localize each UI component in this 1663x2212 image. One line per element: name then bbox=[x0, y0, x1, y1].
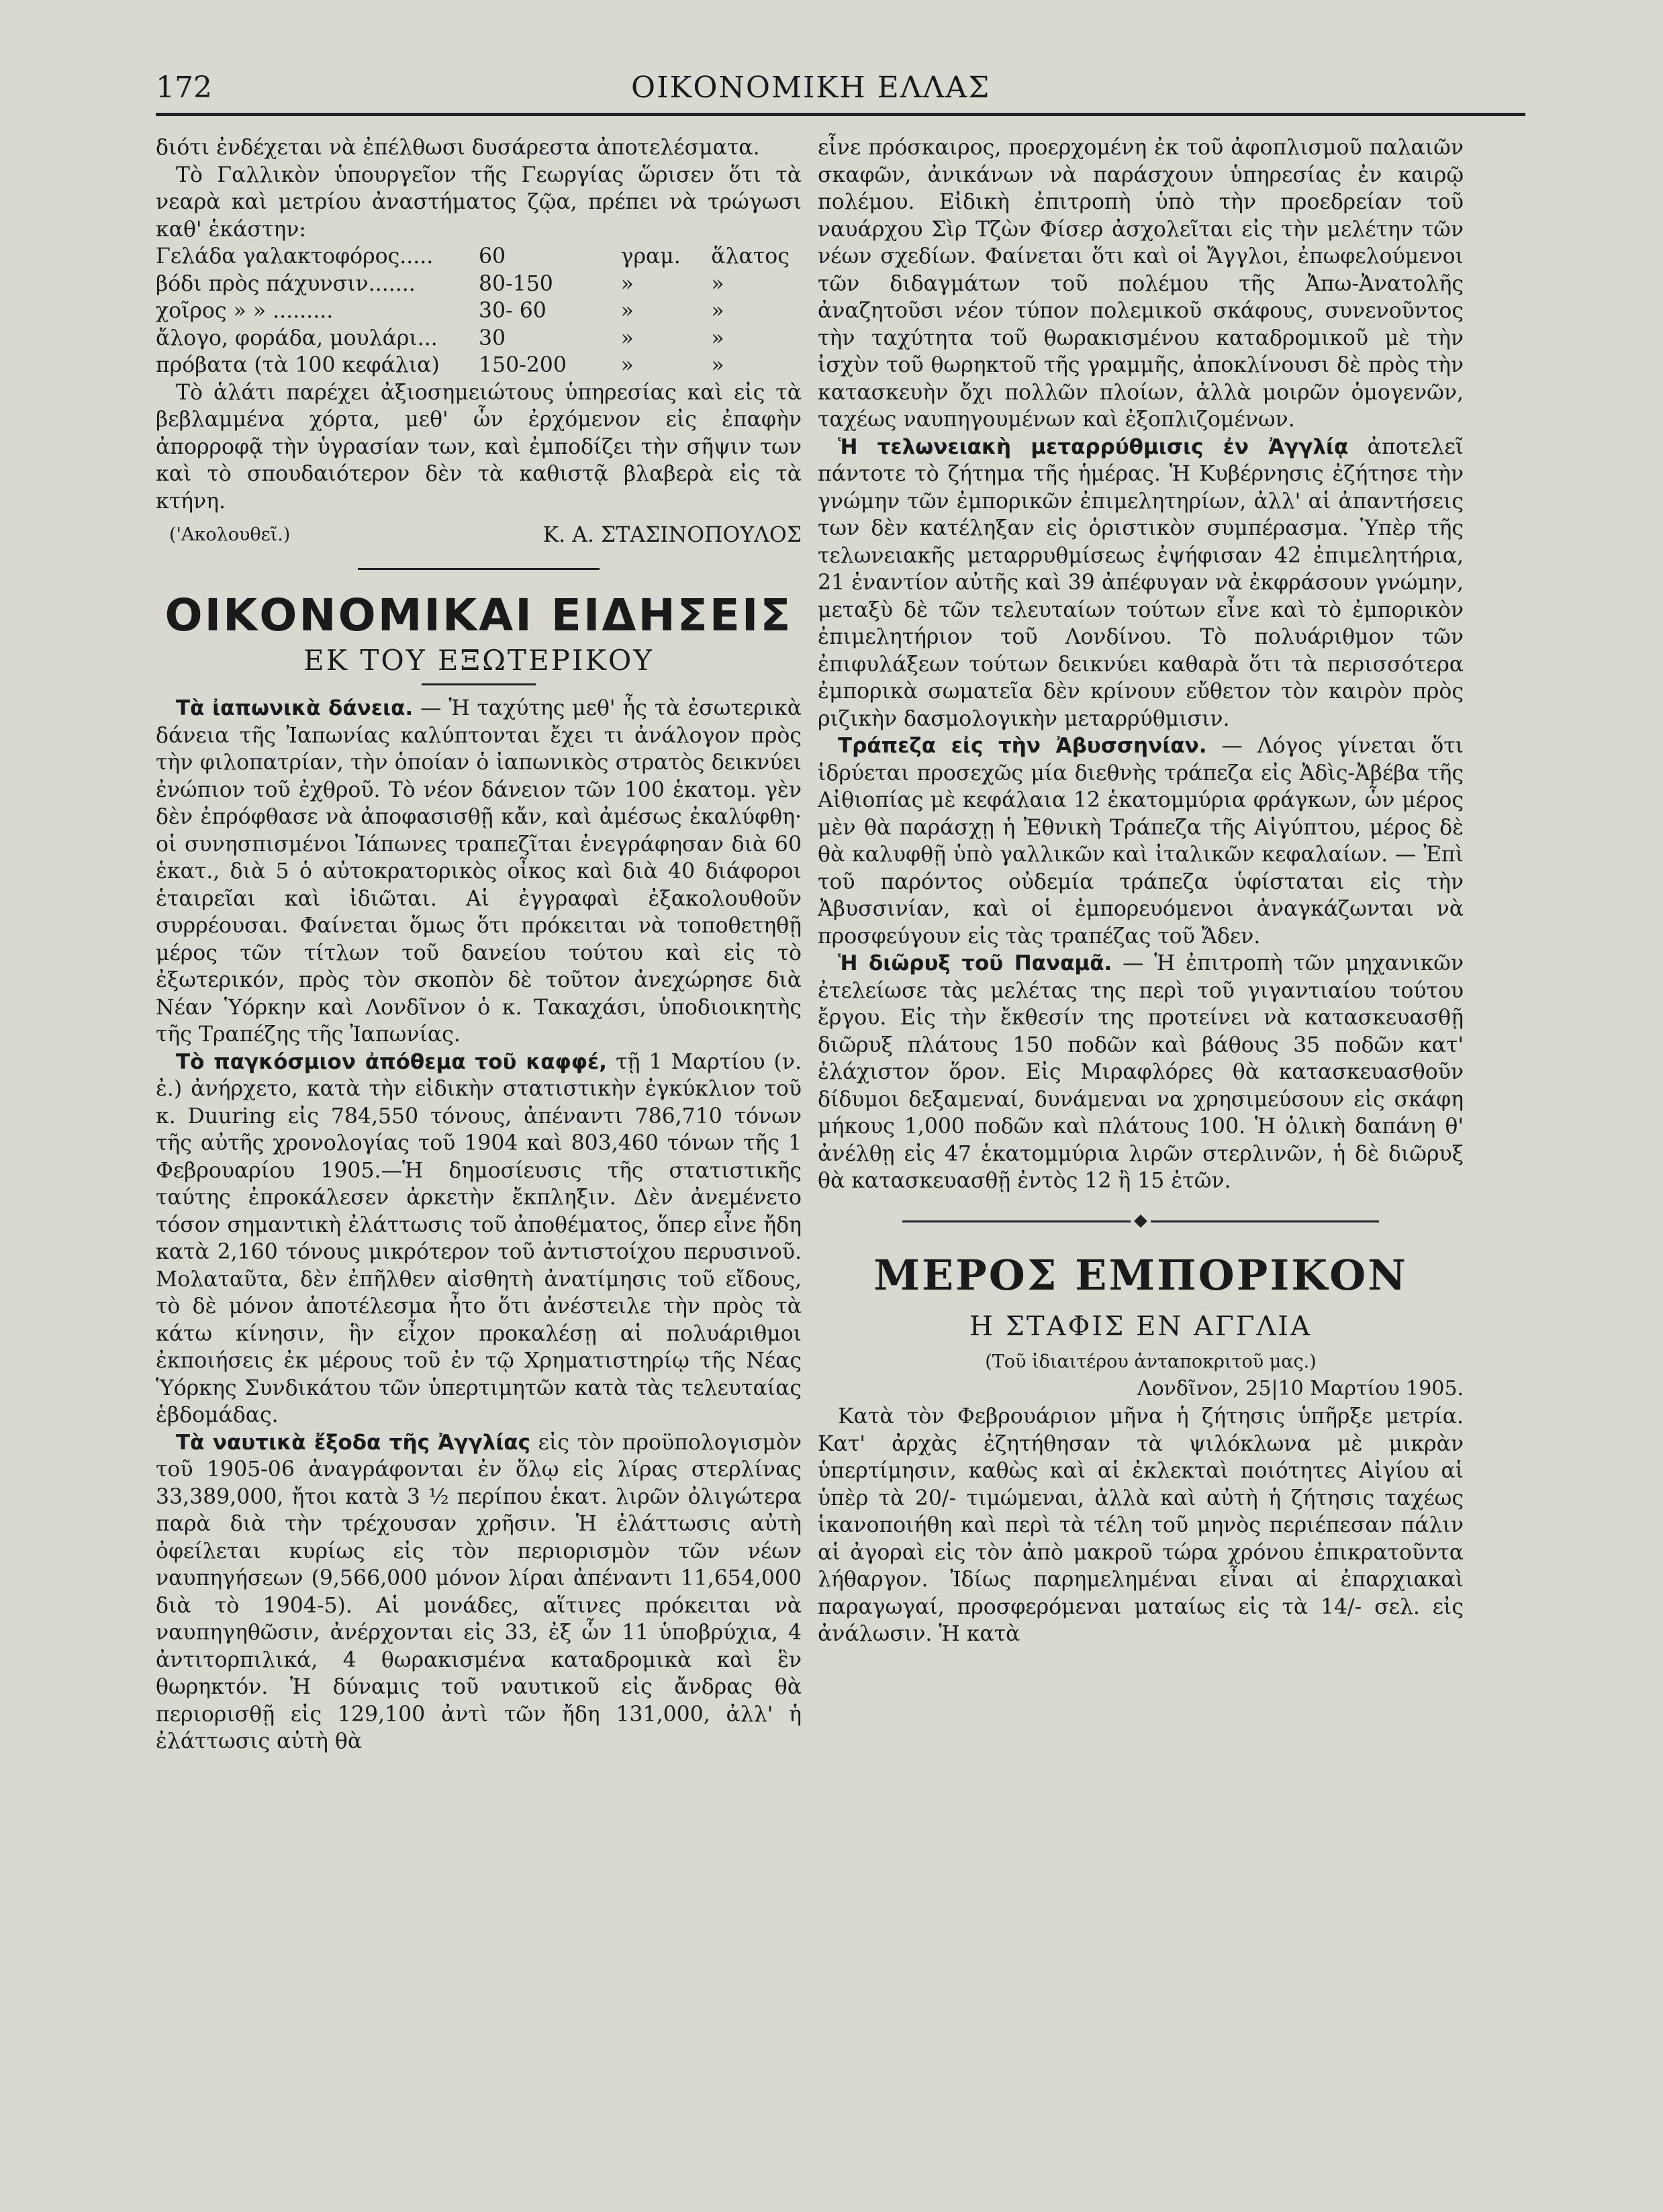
commercial-section-subtitle: Η ΣΤΑΦΙΣ ΕΝ ΑΓΓΛΙΑ bbox=[969, 1311, 1312, 1342]
table-row bbox=[156, 243, 802, 271]
news-item-abyssinia-bank bbox=[818, 732, 1464, 950]
item-cell: ἅλατος bbox=[711, 244, 790, 269]
item-cell: » bbox=[711, 271, 724, 296]
item-cell: » bbox=[711, 299, 724, 323]
correspondent-note: (Τοῦ ἰδιαιτέρου ἀνταποκριτοῦ μας.) bbox=[985, 1351, 1317, 1372]
unit-cell: » bbox=[620, 326, 634, 350]
currant-report-body: Κατὰ τὸν Φεβρουάριον μῆνα ἡ ζήτησις ὑπῆρξε μετρία. Κατ' ἀρχὰς ἐζητήθησαν τὰ ψιλόκλωνα μὲ μικρὰν ὑπερτίμησιν, καθὼς καὶ αἱ ἐκλεκταὶ ποιότητες Αἰγίου αἱ ὑπὲρ τὰ 20/- τιμώμεναι, ἀλλὰ καὶ αὐτὴ ἡ ζήτησις ταχέως ἱκανοποιήθη καὶ περὶ τὰ τέλη τοῦ μηνὸς περιέπεσαν πάλιν αἱ ἀγοραὶ εἰς τὸν ἀπὸ μακροῦ τώρα χρόνου ἐπικρατοῦντα λήθαργον. Ἰδίως παρημελημέναι εἶναι αἱ ἐπαρχιακαὶ παραγωγαί, προσφερόμεναι ματαίως εἰς τὰ 14/- σελ. εἰς ἀνάλωσιν. Ἡ κατὰ bbox=[818, 1404, 1464, 1646]
news-item-lead: Ἡ διῶρυξ τοῦ Παναμᾶ. bbox=[838, 951, 1112, 975]
table-row bbox=[156, 271, 802, 298]
unit-cell: » bbox=[620, 271, 634, 296]
intro-line: διότι ἐνδέχεται νὰ ἐπέλθωσι δυσάρεστα ἀποτελέσματα. bbox=[156, 136, 760, 160]
news-item-lead: Τράπεζα εἰς τὴν Ἀβυσσηνίαν. bbox=[838, 734, 1207, 758]
animal-cell: ἄλογο, φοράδα, μουλάρι... bbox=[156, 326, 438, 350]
section-divider bbox=[818, 1207, 1464, 1235]
animal-cell: βόδι πρὸς πάχυνσιν....... bbox=[156, 271, 416, 296]
continued-note: ('Ακολουθεῖ.) bbox=[169, 524, 291, 545]
subtitle-rule bbox=[422, 683, 536, 685]
journal-title: ΟΙΚΟΝΟΜΙΚΗ ΕΛΛΑΣ bbox=[631, 70, 991, 105]
news-item-text: τῇ 1 Μαρτίου (ν. ἐ.) ἀνήρχετο, κατὰ τὴν εἰδικὴν στατιστικὴν ἐγκύκλιον τοῦ κ. Duuring εἰς 784,550 τόνους, ἀπέναντι 786,710 τόνων τῆς αὐτῆς χρονολογίας τοῦ 1904 καὶ 803,460 τόνων τῆς 1 Φεβρουαρίου 1905.—Ἡ δημοσίευσις τῆς στατιστικῆς ταύτης ἐπροκάλεσεν ἀρκετὴν ἔκπληξιν. Δὲν ἀνεμένετο τόσον σημαντικὴ ἐλάττωσις τοῦ ἀποθέματος, ὅπερ εἶνε ἤδη κατὰ 2,160 τόνους μικρότερον τοῦ ἀντιστοίχου περυσινοῦ. Μολαταῦτα, δὲν ἐπῆλθεν αἰσθητὴ ἀνατίμησις τοῦ εἴδους, τὸ δὲ μόνον ἀποτέλεσμα ἦτο ὅτι ἀνέστειλε τὴν πρὸς τὰ κάτω κίνησιν, ἣν εἶχον προκαλέσῃ αἱ πολυάριθμοι ἐκποιήσεις ἐκ μέρους τοῦ ἐν τῷ Χρηματιστηρίῳ τῆς Νέας Ὑόρκης Συνδικάτου τῶν ὑπερτιμητῶν κατὰ τὰς τελευταίας ἑβδομάδας. bbox=[156, 1049, 802, 1427]
amount-cell: 30- 60 bbox=[479, 299, 547, 323]
news-item-naval-expenses bbox=[156, 1429, 802, 1756]
news-item-lead: Ἡ τελωνειακὴ μεταρρύθμισις ἐν Ἀγγλίᾳ bbox=[838, 434, 1349, 459]
amount-cell: 30 bbox=[479, 326, 506, 350]
page-number: 172 bbox=[156, 70, 212, 105]
news-item-text: — Λόγος γίνεται ὅτι ἱδρύεται προσεχῶς μία διεθνὴς τράπεζα εἰς Ἀδὶς-Ἀβέβα τῆς Αἰθιοπίας μὲ κεφάλαια 12 ἑκατομμύρια φράγκων, ὧν μέρος μὲν θὰ παράσχῃ ἡ Ἐθνικὴ Τράπεζα τῆς Αἰγύπτου, μέρος δὲ θὰ καλυφθῇ ὑπὸ γαλλικῶν καὶ ἰταλικῶν κεφαλαίων. — Ἐπὶ τοῦ παρόντος οὐδεμία τράπεζα ὑφίσταται εἰς τὴν Ἀβυσσινίαν, καὶ οἱ ἐμπορευόμενοι ἀναγκάζωνται νὰ προσφεύγουν εἰς τὰς τραπέζας τοῦ Ἄδεν. bbox=[818, 734, 1464, 949]
dateline: Λονδῖνον, 25|10 Μαρτίου 1905. bbox=[1137, 1377, 1464, 1400]
diamond-ornament-icon bbox=[1134, 1214, 1147, 1228]
header-rule bbox=[156, 113, 1525, 116]
author-name: Κ. Α. ΣΤΑΣΙΝΟΠΟΥΛΟΣ bbox=[542, 523, 802, 547]
news-item-tariff-reform bbox=[818, 434, 1464, 733]
news-item-text: ἀποτελεῖ πάντοτε τὸ ζήτημα τῆς ἡμέρας. Ἡ Κυβέρνησις ἐζήτησε τὴν γνώμην τῶν ἐμπορικῶν ἐπιμελητηρίων, ἀλλ' αἱ ἀπαντήσεις των δὲν κατέληξαν εἰς ὁριστικὸν συμπέρασμα. Ὑπὲρ τῆς τελωνειακῆς μεταρρυθμίσεως ἐψήφισαν 42 ἐπιμελητήρια, 21 ἐναντίον αὐτῆς καὶ 39 ἀπέφυγαν νὰ ἐκφράσουν γνώμην, μεταξὺ δὲ τῶν τελευταίων τούτων εἶνε καὶ τὸ ἐμπορικὸν ἐπιμελητήριον τοῦ Λονδίνου. Τὸ πολυάριθμον τῶν ἐπιφυλάξεων τούτων δεικνύει καθαρὰ ὅτι τὰ περισσότερα ἐμπορικὰ σωματεῖα δὲν κρίνουν εὔθετον τὸν καιρὸν πρὸς ριζικὴν δασμολογικὴν μεταρρύθμισιν. bbox=[818, 434, 1464, 731]
item-cell: » bbox=[711, 353, 724, 377]
news-item-panama-canal bbox=[818, 950, 1464, 1195]
animal-cell: πρόβατα (τὰ 100 κεφάλια) bbox=[156, 353, 440, 377]
section-subtitle: ΕΚ ΤΟΥ ΕΞΩΤΕΡΙΚΟΥ bbox=[303, 644, 654, 677]
unit-cell: γραμ. bbox=[620, 244, 681, 269]
amount-cell: 60 bbox=[479, 244, 506, 269]
section-title: ΟΙΚΟΝΟΜΙΚΑΙ ΕΙΔΗΣΕΙΣ bbox=[164, 589, 793, 641]
news-item-text: εἰς τὸν προϋπολογισμὸν τοῦ 1905-06 ἀναγράφονται ἐν ὅλῳ εἰς λίρας στερλίνας 33,389,000, ἤτοι κατὰ 3 ½ περίπου ἑκατ. λιρῶν ὀλιγώτερα παρὰ διὰ τὴν τρέχουσαν χρῆσιν. Ἡ ἐλάττωσις αὐτὴ ὀφείλεται κυρίως εἰς τὸν περιορισμὸν τῶν νέων ναυπηγήσεων (9,566,000 μόνον λίραι ἀπέναντι 11,654,000 διὰ τὸ 1904-5). Αἱ μονάδες, αἵτινες πρόκειται νὰ ναυπηγηθῶσιν, ἀνέρχονται εἰς 33, ἐξ ὧν 11 ὑποβρύχια, 4 ἀντιτορπιλικά, 4 θωρακισμένα καταδρομικὰ καὶ ἓν θωρηκτόν. Ἡ δύναμις τοῦ ναυτικοῦ εἰς ἄνδρας θὰ περιορισθῇ εἰς 129,100 ἀντὶ τῶν ἤδη 131,000, ἀλλ' ἡ ἐλάττωσις αὐτὴ θὰ bbox=[156, 1430, 802, 1753]
naval-continuation: εἶνε πρόσκαιρος, προερχομένη ἐκ τοῦ ἀφοπλισμοῦ παλαιῶν σκαφῶν, ἀνικάνων νὰ παράσχουν ὑπηρεσίας ἐν καιρῷ πολέμου. Εἰδικὴ ἐπιτροπὴ ὑπὸ τὴν προεδρείαν τοῦ ναυάρχου Σὶρ Τζὼν Φίσερ ἀσχολεῖται εἰς τὴν μελέτην τῶν νέων σχεδίων. Φαίνεται ὅτι καὶ οἱ Ἄγγλοι, ἐπωφελούμενοι τῶν διδαγμάτων τοῦ πολέμου τῆς Ἀπω-Ἀνατολῆς ἀναζητοῦσι νέον τύπον πολεμικοῦ σκάφους, συνενοῦντος τὴν ταχύτητα τοῦ θωρακισμένου καταδρομικοῦ μὲ τὴν ἰσχὺν τοῦ θωρηκτοῦ τῆς γραμμῆς, ἀποκλίνουσι δὲ πρὸς τὴν κατασκευὴν ὄχι πολλῶν πλοίων, ἀλλὰ μοιρῶν ὁμογενῶν, ταχέως ναυπηγουμένων καὶ ἐξοπλιζομένων. bbox=[818, 136, 1464, 432]
news-item-japanese-loans bbox=[156, 695, 802, 1049]
news-item-coffee-stock bbox=[156, 1049, 802, 1429]
news-item-lead: Τὰ ἰαπωνικὰ δάνεια. bbox=[176, 696, 414, 720]
table-row bbox=[156, 297, 802, 325]
news-item-text: — Ἡ ταχύτης μεθ' ἧς τὰ ἐσωτερικὰ δάνεια τῆς Ἰαπωνίας καλύπτονται ἔχει τι ἀνάλογον πρὸς τὴν φιλοπατρίαν, τὴν ὁποίαν ὁ ἰαπωνικὸς στρατὸς δεικνύει ἐνώπιον τοῦ ἐχθροῦ. Τὸ νέον δάνειον τῶν 100 ἑκατομ. γὲν δὲν ἐπρόφθασε νὰ ἀποφασισθῇ κἄν, καὶ ἀμέσως ἐκαλύφθη· οἱ συνησπισμένοι Ἰάπωνες τραπεζῖται ἐνεγράφησαν διὰ 60 ἑκατ., διὰ 5 ὁ αὐτοκρατορικὸς οἶκος καὶ διὰ 40 διάφοροι ἑταιρεῖαι καὶ ἰδιῶται. Αἱ ἐγγραφαὶ ἐξακολουθοῦν συρρέουσαι. Φαίνεται ὅμως ὅτι πρόκειται νὰ τοποθετηθῇ μέρος τῶν τίτλων τοῦ δανείου τούτου καὶ εἰς τὸ ἐξωτερικόν, πρὸς τὸν σκοπὸν δὲ τοῦτον ἀνεχώρησε διὰ Νέαν Ὑόρκην καὶ Λονδῖνον ὁ κ. Τακαχάσι, ὑποδιοικητὴς τῆς Τραπέζης τῆς Ἰαπωνίας. bbox=[156, 696, 802, 1047]
right-column bbox=[818, 134, 1464, 1648]
salt-ration-table bbox=[156, 243, 802, 379]
news-item-text: — Ἡ ἐπιτροπὴ τῶν μηχανικῶν ἐτελείωσε τὰς μελέτας της περὶ τοῦ γιγαντιαίου τούτου ἔργου. Εἰς τὴν ἔκθεσίν της προτείνει νὰ κατασκευασθῇ διῶρυξ πλάτους 150 ποδῶν καὶ βάθους 35 ποδῶν κατ' ἐλάχιστον ὅρον. Εἰς Μιραφλόρες θὰ κατασκευασθοῦν δίδυμοι δεξαμεναί, δυνάμεναι να χρησιμεύσουν εἰς σκάφη μήκους 1,000 ποδῶν καὶ πλάτους 100. Ἡ ὁλικὴ δαπάνη θ' ἀνέλθῃ εἰς 47 ἑκατομμύρια λιρῶν στερλινῶν, ἡ δὲ διῶρυξ θὰ κατασκευασθῇ ἐντὸς 12 ἢ 15 ἐτῶν. bbox=[818, 951, 1464, 1193]
commercial-section-title: ΜΕΡΟΣ ΕΜΠΟΡΙΚΟΝ bbox=[873, 1251, 1408, 1300]
table-row bbox=[156, 325, 802, 352]
table-row bbox=[156, 352, 802, 379]
section-divider bbox=[156, 555, 802, 582]
unit-cell: » bbox=[620, 353, 634, 377]
left-column bbox=[156, 134, 802, 1756]
article-signature bbox=[169, 522, 802, 549]
animal-cell: Γελάδα γαλακτοφόρος..... bbox=[156, 244, 434, 269]
news-item-lead: Τὸ παγκόσμιον ἀπόθεμα τοῦ καφφέ, bbox=[176, 1049, 608, 1074]
news-item-lead: Τὰ ναυτικὰ ἔξοδα τῆς Ἀγγλίας bbox=[176, 1430, 530, 1455]
animal-cell: χοῖρος » » ......... bbox=[156, 299, 334, 323]
intro-paragraph: Τὸ Γαλλικὸν ὑπουργεῖον τῆς Γεωργίας ὥρισεν ὅτι τὰ νεαρὰ καὶ μετρίου ἀναστήματος ζῷα, πρέπει νὰ τρώγωσι καθ' ἑκάστην: bbox=[156, 162, 802, 242]
item-cell: » bbox=[711, 326, 724, 350]
salt-paragraph: Τὸ ἁλάτι παρέχει ἀξιοσημειώτους ὑπηρεσίας καὶ εἰς τὰ βεβλαμμένα χόρτα, μεθ' ὧν ἐρχόμενον εἰς ἐπαφὴν ἀπορροφᾷ τὴν ὑγρασίαν των, καὶ ἐμποδίζει τὴν σῆψιν των καὶ τὸ σπουδαιότερον δὲν τὰ καθιστᾷ βλαβερὰ εἰς τὰ κτήνη. bbox=[156, 380, 802, 514]
amount-cell: 150-200 bbox=[479, 353, 567, 377]
amount-cell: 80-150 bbox=[479, 271, 553, 296]
unit-cell: » bbox=[620, 299, 634, 323]
